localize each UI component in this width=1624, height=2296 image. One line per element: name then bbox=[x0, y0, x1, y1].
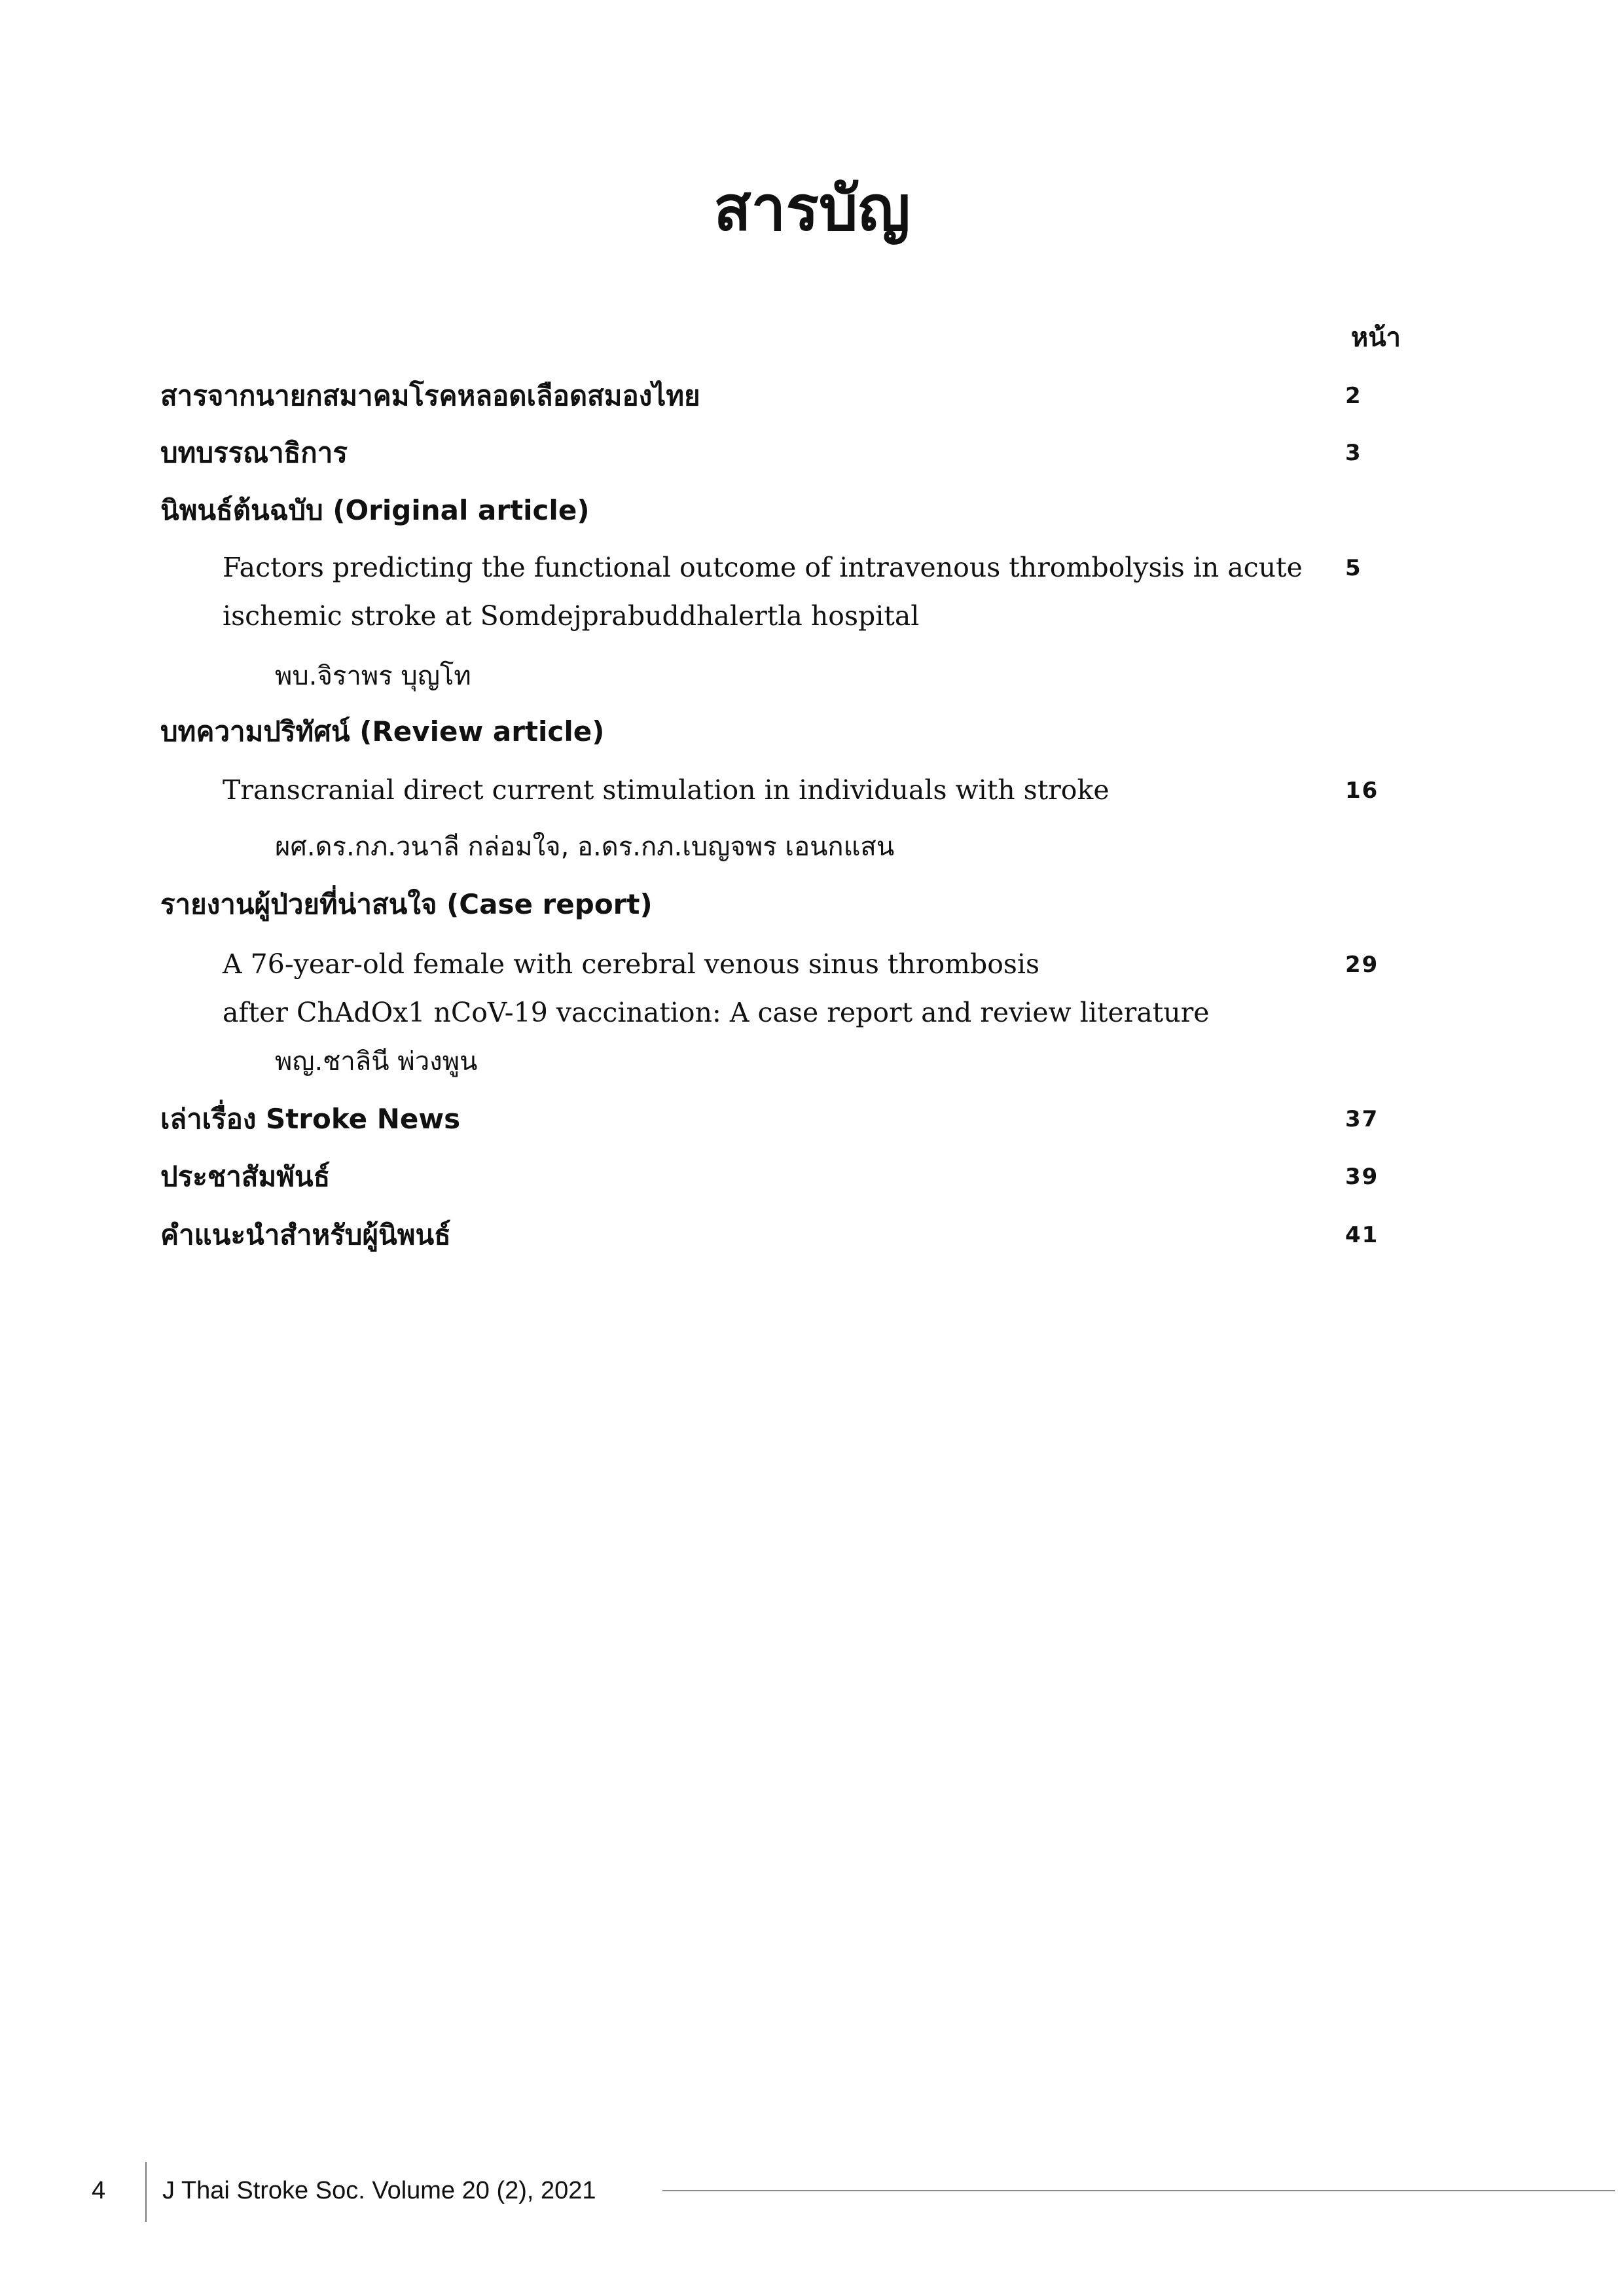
toc-entry-author: พบ.จิราพร บุญโท bbox=[275, 661, 471, 691]
toc-entry-title: บทบรรณาธิการ bbox=[160, 437, 348, 469]
footer-journal-citation: J Thai Stroke Soc. Volume 20 (2), 2021 bbox=[162, 2177, 596, 2204]
toc-entry-page: 29 bbox=[1345, 952, 1379, 978]
toc-entry-page: 2 bbox=[1345, 383, 1362, 409]
toc-entry-page: 37 bbox=[1345, 1106, 1379, 1132]
toc-section-title: นิพนธ์ต้นฉบับ (Original article) bbox=[160, 494, 590, 526]
toc-entry-title: คำแนะนำสำหรับผู้นิพนธ์ bbox=[160, 1219, 451, 1251]
toc-section-title: บทความปริทัศน์ (Review article) bbox=[160, 715, 605, 747]
toc-entry-title-line: Transcranial direct current stimulation in individuals with stroke bbox=[223, 774, 1110, 806]
toc-entry-page: 39 bbox=[1345, 1164, 1379, 1190]
toc-entry-title-line: Factors predicting the functional outcome of intravenous thrombolysis in acute bbox=[223, 552, 1303, 583]
toc-entry-title-line: A 76-year-old female with cerebral venous sinus thrombosis bbox=[223, 948, 1040, 980]
footer-divider bbox=[145, 2162, 147, 2222]
toc-entry-title bbox=[223, 940, 1210, 1037]
toc-entry-page: 3 bbox=[1345, 440, 1362, 466]
footer-page-number: 4 bbox=[92, 2177, 106, 2204]
toc-entry-page: 5 bbox=[1345, 555, 1362, 581]
toc-entry-page: 16 bbox=[1345, 778, 1379, 804]
footer-rule bbox=[662, 2190, 1615, 2191]
toc-entry-title bbox=[223, 766, 1110, 814]
toc-entry-title: เล่าเรื่อง Stroke News bbox=[160, 1103, 461, 1135]
toc-entry-author: พญ.ชาลินี พ่วงพูน bbox=[275, 1047, 478, 1077]
toc-entry-author: ผศ.ดร.กภ.วนาลี กล่อมใจ, อ.ดร.กภ.เบญจพร เอนกแสน bbox=[275, 832, 895, 862]
page-column-header: หน้า bbox=[1350, 323, 1401, 353]
toc-entry-title-line: ischemic stroke at Somdejprabuddhalertla hospital bbox=[223, 600, 920, 632]
toc-entry-title bbox=[223, 543, 1303, 640]
toc-entry-title: ประชาสัมพันธ์ bbox=[160, 1160, 331, 1193]
toc-entry-title-line: after ChAdOx1 nCoV-19 vaccination: A case report and review literature bbox=[223, 997, 1210, 1028]
toc-entry-title: สารจากนายกสมาคมโรคหลอดเลือดสมองไทย bbox=[160, 380, 700, 412]
toc-section-title: รายงานผู้ป่วยที่น่าสนใจ (Case report) bbox=[160, 888, 653, 920]
toc-entry-page: 41 bbox=[1345, 1222, 1379, 1248]
page-title: สารบัญ bbox=[713, 173, 911, 245]
